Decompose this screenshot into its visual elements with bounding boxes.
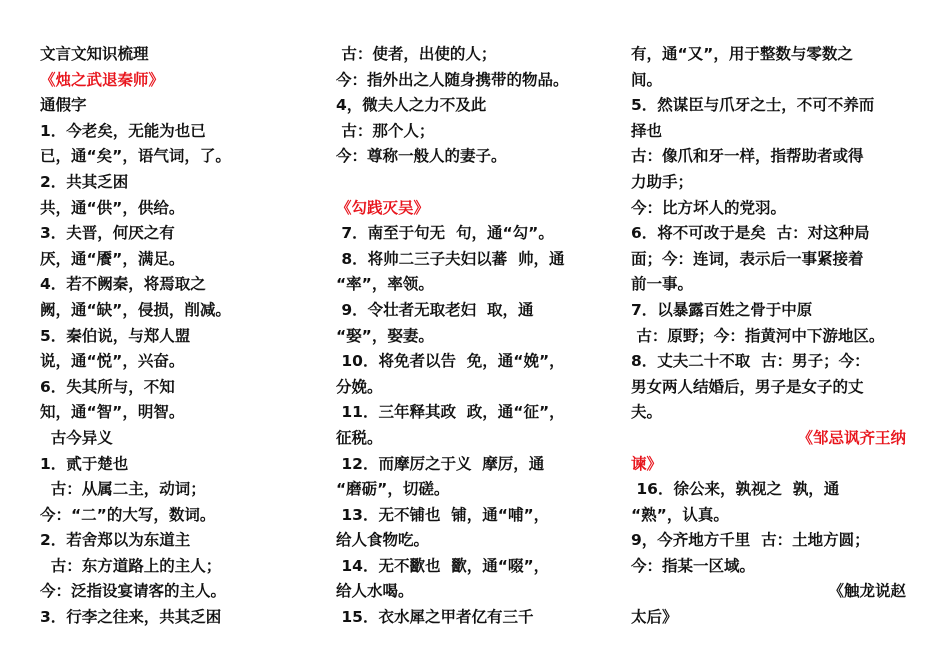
text-line: “率”，率领。 xyxy=(336,275,434,294)
text-line: 择也 xyxy=(631,121,663,140)
text-line: 《勾践灭吴》 xyxy=(336,198,430,217)
text-line: 给人食物吃。 xyxy=(336,531,430,550)
text-line: 《烛之武退秦师》 xyxy=(40,70,165,89)
text-line: 征税。 xyxy=(336,428,383,447)
text-line: 今：指某一区域。 xyxy=(631,556,756,575)
text-line: 11．三年释其政 政，通“征”， xyxy=(336,403,565,422)
text-line: 今：泛指设宴请客的主人。 xyxy=(40,582,227,601)
text-line: 厌，通“餍”，满足。 xyxy=(40,249,185,268)
text-line: 知，通“智”，明智。 xyxy=(40,403,185,422)
text-line: 分娩。 xyxy=(336,377,383,396)
text-line: 3．夫晋，何厌之有 xyxy=(40,224,175,243)
text-line: 已，通“矣”，语气词，了。 xyxy=(40,147,231,166)
text-line: 古：从属二主，动词； xyxy=(40,480,206,499)
text-line: 8．将帅二三子夫妇以蕃 帅，通 xyxy=(336,249,565,268)
text-line: 1．贰于楚也 xyxy=(40,454,129,473)
text-line: 《触龙说赵 xyxy=(828,582,906,601)
text-line: 3．行李之往来，共其乏困 xyxy=(40,608,222,627)
text-line: 14．无不歠也 歠，通“啜”， xyxy=(336,556,550,575)
text-line: 1．今老矣，无能为也已 xyxy=(40,121,206,140)
text-line: 有，通“又”，用于整数与零数之 xyxy=(631,45,853,63)
text-line: 2．共其乏困 xyxy=(40,172,129,191)
text-line: 今：“二”的大写，数词。 xyxy=(40,505,216,524)
text-line: 谏》 xyxy=(631,454,663,473)
text-line: 间。 xyxy=(631,70,663,89)
text-line: 今：尊称一般人的妻子。 xyxy=(336,147,507,166)
text-line: 古：东方道路上的主人； xyxy=(40,556,222,575)
text-line: 8．丈夫二十不取 古：男子；今： xyxy=(631,352,870,371)
text-column-1 xyxy=(40,42,290,631)
text-line xyxy=(336,170,616,196)
text-line: 7．南至于句无 句，通“勾”。 xyxy=(336,224,554,243)
text-line: 通假字 xyxy=(40,96,87,115)
text-column-3 xyxy=(631,42,906,631)
text-line: 5．然谋臣与爪牙之士，不可不养而 xyxy=(631,96,875,115)
text-line: 9，今齐地方千里 古：土地方圆； xyxy=(631,531,870,550)
text-line: 4，微夫人之力不及此 xyxy=(336,96,487,115)
text-line: 夫。 xyxy=(631,403,663,422)
text-line: 2．若舍郑以为东道主 xyxy=(40,531,191,550)
text-line: 文言文知识梳理 xyxy=(40,45,149,63)
text-line: 5．秦伯说，与郑人盟 xyxy=(40,326,191,345)
text-line: 给人水喝。 xyxy=(336,582,414,601)
text-line: 男女两人结婚后，男子是女子的丈 xyxy=(631,377,864,396)
text-column-2 xyxy=(336,42,616,631)
text-line: 古今异义 xyxy=(40,428,113,447)
text-line: 太后》 xyxy=(631,608,678,627)
text-line: 9．令壮者无取老妇 取，通 xyxy=(336,300,534,319)
text-line: “娶”，娶妻。 xyxy=(336,326,434,345)
text-line: 6．失其所与，不知 xyxy=(40,377,175,396)
text-line: 《邹忌讽齐王纳 xyxy=(797,428,906,447)
text-line: 7．以暴露百姓之骨于中原 xyxy=(631,300,813,319)
text-line: 力助手； xyxy=(631,172,694,191)
text-line: 共，通“供”，供给。 xyxy=(40,198,185,217)
text-line: 古：使者，出使的人； xyxy=(336,45,497,63)
text-line: “磨砺”，切磋。 xyxy=(336,480,450,499)
text-line: 古：像爪和牙一样，指帮助者或得 xyxy=(631,147,864,166)
text-line: 古：原野；今：指黄河中下游地区。 xyxy=(631,326,885,345)
text-line: 今：比方坏人的党羽。 xyxy=(631,198,787,217)
text-line: 12．而摩厉之于义 摩厉，通 xyxy=(336,454,545,473)
text-line: 前一事。 xyxy=(631,275,694,294)
text-line: 今：指外出之人随身携带的物品。 xyxy=(336,70,569,89)
text-line: 面；今：连词，表示后一事紧接着 xyxy=(631,249,864,268)
text-line: 4．若不阙秦，将焉取之 xyxy=(40,275,206,294)
text-line: 10．将免者以告 免，通“娩”， xyxy=(336,352,565,371)
text-line: “熟”，认真。 xyxy=(631,505,729,524)
text-line: 古：那个人； xyxy=(336,121,435,140)
text-line: 13．无不铺也 铺，通“哺”， xyxy=(336,505,550,524)
text-line: 15．衣水犀之甲者亿有三千 xyxy=(336,608,534,627)
text-line: 说，通“悦”，兴奋。 xyxy=(40,352,185,371)
text-line: 6．将不可改于是矣 古：对这种局 xyxy=(631,224,870,243)
text-line: 16．徐公来，孰视之 孰，通 xyxy=(631,480,840,499)
text-line: 阙，通“缺”，侵损，削减。 xyxy=(40,300,231,319)
